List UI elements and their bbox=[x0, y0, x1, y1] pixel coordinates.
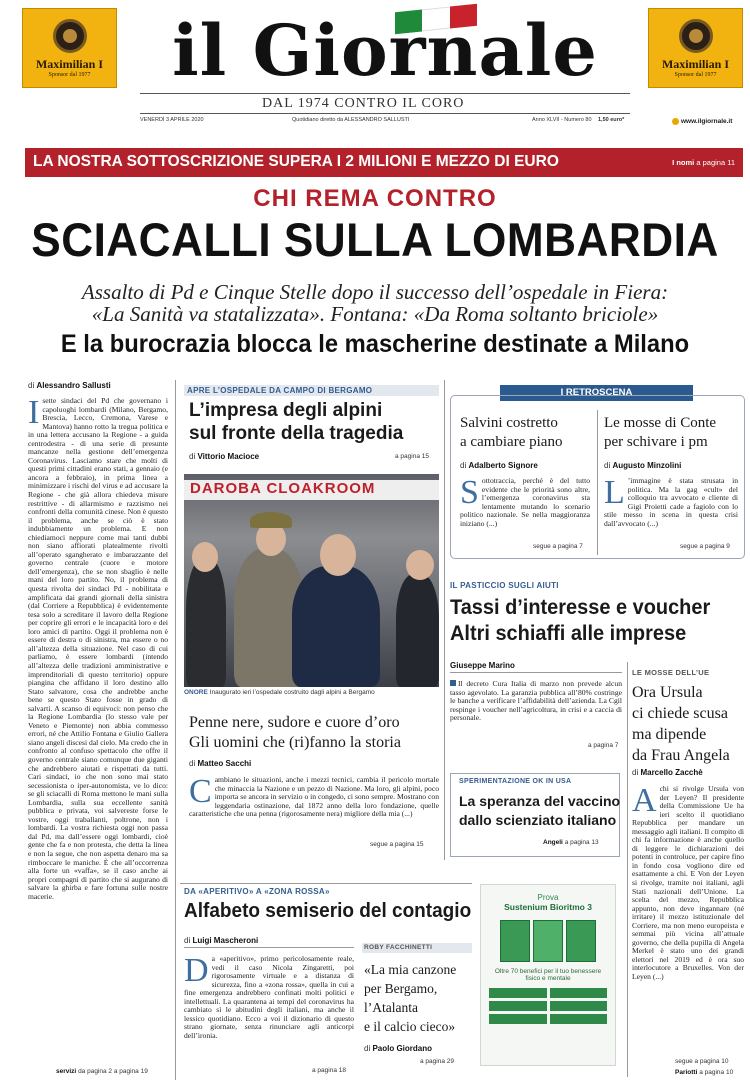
retroscena-title: I RETROSCENA bbox=[500, 385, 693, 401]
photo-figure bbox=[192, 542, 218, 572]
divider bbox=[184, 947, 354, 948]
photo-figure bbox=[186, 559, 226, 687]
aiuti-body: Il decreto Cura Italia di marzo non prevede alcun tasso agevolato. La garanzia pubblica all’80% costringe le banche a verificare l’affidabilità dell’azienda. La Cgil respinge i voucher nell’agricoltura, in crisi e a caccia di personale. bbox=[450, 680, 622, 723]
product-box-icon bbox=[500, 920, 530, 962]
lead-subhead[interactable]: E la burocrazia blocca le mascherine destinate a Milano bbox=[60, 330, 690, 358]
ad-benefit-tiles bbox=[489, 988, 607, 1024]
website-link[interactable]: www.ilgiornale.it bbox=[672, 118, 732, 125]
tagline: DAL 1974 CONTRO IL CORO bbox=[262, 96, 465, 111]
conte-headline[interactable]: Le mosse di Conte per schivare i pm bbox=[604, 415, 717, 450]
contagio-body: Da «aperitivo», primo pericolosamente reale, vedi il caso Nicola Zingaretti, poi rigorosamente virtuale e a distanza di sicurezza, fino a «zona rossa», quella in cui a fine emergenza andrebbero confinati molti politici e intellettuali. La quarantena ai tempi del coronavirus ha cambiato sì le abitudini degli italiani, ma anche il lessico quotidiano. Ecco a voi il dizionario di questo strano giornate, senza rinunciare agli anticorpi dell’ironia. bbox=[184, 955, 354, 1040]
alpini-photo[interactable] bbox=[184, 474, 439, 687]
salvini-byline: di Adalberto Signore bbox=[460, 461, 538, 470]
alpini-sub-byline: di Matteo Sacchi bbox=[189, 759, 252, 768]
ursula-continuation-2[interactable]: Pariotti a pagina 10 bbox=[675, 1069, 734, 1076]
editorial-byline: di Alessandro Sallusti bbox=[28, 381, 111, 390]
lead-deck-line2: «La Sanità va statalizzata». Fontana: «Da Roma soltanto briciole» bbox=[91, 302, 659, 326]
alpini-page[interactable]: a pagina 15 bbox=[395, 453, 429, 460]
dropcap: S bbox=[460, 477, 479, 511]
divider bbox=[140, 93, 630, 94]
alpini-label: APRE L’OSPEDALE DA CAMPO DI BERGAMO bbox=[187, 386, 373, 395]
aiuti-continuation[interactable]: a pagina 7 bbox=[588, 742, 619, 749]
alpini-byline: di Vittorio Macioce bbox=[189, 452, 260, 461]
alpino-hat-icon bbox=[250, 512, 292, 528]
bergamo-byline: di Paolo Giordano bbox=[364, 1044, 433, 1053]
editorial-continuation[interactable]: servizi da pagina 2 a pagina 19 bbox=[56, 1068, 148, 1075]
sponsor-ad-left[interactable] bbox=[22, 8, 117, 88]
globe-icon bbox=[672, 118, 679, 125]
bergamo-label: ROBY FACCHINETTI bbox=[364, 944, 433, 951]
alpini-sub-headline[interactable]: Penne nere, sudore e cuore d’oro Gli uomini che (ri)fanno la storia bbox=[189, 714, 401, 751]
dropcap: A bbox=[632, 785, 657, 819]
contagio-byline: di Luigi Mascheroni bbox=[184, 936, 259, 945]
conte-continuation[interactable]: segue a pagina 9 bbox=[680, 543, 730, 550]
salvini-continuation[interactable]: segue a pagina 7 bbox=[533, 543, 583, 550]
vaccino-label: SPERIMENTAZIONE OK IN USA bbox=[459, 778, 572, 785]
vaccino-headline[interactable]: La speranza del vaccino dallo scienziato italiano bbox=[459, 793, 621, 828]
product-box-icon bbox=[533, 920, 563, 962]
dropcap: C bbox=[189, 776, 212, 810]
aiuti-byline: Giuseppe Marino bbox=[450, 661, 515, 670]
alpini-headline[interactable]: L’impresa degli alpini sul fronte della tragedia bbox=[189, 400, 404, 444]
ad-sub: Sponsor dal 1977 bbox=[48, 71, 91, 78]
price: 1,50 euro* bbox=[598, 117, 625, 123]
salvini-body: Sottotraccia, perché è del tutto evidente che le priorità sono altre, l’emergenza coronavirus sta lentamente mutando lo scenario politico nazionale. Se nella maggioranza iniziano (...) bbox=[460, 477, 590, 528]
dropcap: D bbox=[184, 955, 209, 989]
bergamo-headline[interactable]: «La mia canzone per Bergamo, l’Atalanta e il calcio cieco» bbox=[364, 962, 457, 1034]
director-line: Quotidiano diretto da ALESSANDRO SALLUSTI bbox=[292, 117, 410, 123]
ad-sub: Sponsor dal 1977 bbox=[674, 71, 717, 78]
alpini-continuation[interactable]: segue a pagina 15 bbox=[370, 841, 424, 848]
product-box-icon bbox=[566, 920, 596, 962]
contagio-headline[interactable]: Alfabeto semiserio del contagio bbox=[184, 900, 472, 922]
column-divider bbox=[444, 380, 445, 860]
ursula-body: Achi si rivolge Ursula von der Leyen? Il presidente della Commissione Ue ha ieri scelto il quotidiano Repubblica per mandare un messaggio agli italiani. Il compito di chi fa informazione è anche quello di leggere le dichiarazioni dei potenti in controluce, per capire fino in fondo cosa vogliono dire ed esattamente a chi. E Von der Leyen si rivolge, tramite noi italiani, agli Stati nazionali dell’Unione. La scelta del mezzo, Repubblica appunto, non deve ingannare (né irritare) il mezzo istituzionale del Corriere, ma non meno europeista e semmai più vicina all’attuale governo, che della pupilla di Angela Merkel è stato uno dei grandi elettori nel 2019 ed è ora suo interlocutore a Bruxelles. Von der Leyen (...) bbox=[632, 785, 744, 982]
ad-brand: Maximilian I bbox=[35, 56, 103, 71]
column-divider bbox=[627, 662, 628, 1077]
photo-figure bbox=[320, 534, 356, 576]
conte-byline: di Augusto Minzolini bbox=[604, 461, 682, 470]
vaccino-continuation[interactable]: Angeli a pagina 13 bbox=[543, 839, 599, 846]
product-boxes bbox=[481, 920, 615, 962]
lead-kicker: CHI REMA CONTRO bbox=[253, 185, 497, 212]
contagio-continuation[interactable]: a pagina 18 bbox=[312, 1067, 346, 1074]
divider bbox=[450, 672, 622, 673]
brand-emblem-icon bbox=[53, 19, 87, 53]
column-divider bbox=[175, 380, 176, 1080]
editorial-body: Isette sindaci del Pd che governano i capoluoghi lombardi (Milano, Bergamo, Brescia, Lecco, Cremona, Varese e Mantova) hanno rotto la tregua politica e in una lettera accusano la Regione - a guida centrodestra - di una serie di presunte mancanze nella gestione dell’emergenza Coronavirus. Lasciamo stare che molti di questi primi cittadini erano stati, a gennaio (e ancora a febbraio), in prima linea a minimizzare i rischi del virus e ad accusare la Regione - che già allora chiedeva misure restrittive - di allarmismo e razzismo nei confronti della comunità cinese. Non è questo il problema, anche se ciò è stato indubbiamente un problema. E non chiediamoci neppure come mai tanti dubbi non siano affiorati platealmente rivolti all’operato sgangherato e imbarazzante del governo centrale (cuore e motore dell’emergenza), che se non sbaglio è nelle mani del loro partito. No, il problema di questa rivolta dei sindaci Pd - nobilitata e amplificata dai grandi giornali della sinistra (dal Corriere a Repubblica) è evidentemente tesa solo a screditare il lavoro della Regione per coprire gli errori e le incapacità loro e dei loro amici di partito. Oggi il problema non è essere di destra o di sinistra, ma essere o no all’altezza della situazione. Nel caso di cui parliamo, è essere lombardi (intendo all’altezza delle tradizioni amministrative e imprenditoriali di questo territorio) oppure piangina che affidano il loro destino allo Stato salvatore, cosa che andrebbe anche bene se questo Stato fosse in grado di salvarti. A scanso di equivoci: non penso che la Regione Lombardia (lo stesso vale per Veneto e Piemonte) non abbia commesso errori, né che Attilio Fontana e Giulio Gallera siano angeli discesi dal cielo. Ma credo che in confronto al confuso spettacolo che offre il governo centrale siano comunque due giganti che andrebbero aiutati e rispettati da tutti. Cari sindaci, io che non sono mai stato secessionista o iper-autonomista, ve lo dico: se gli sciacalli di Roma mettono le mani sulla Lombardia, sulla sua eccellente sanità pubblica e privata, voi salvereste forse le vostre, oggi traballanti, poltrone, non i lombardi. La vostra richiesta oggi non passa dal Pd, ma dall’essere oggi lombardi, cioè gente che fa e non protesta, che detta la linea e non la segue, che non aspetta denaro ma sa rimboccare le maniche. È che all’occorrenza alla forte un «vaffa», se il caso anche ai propri compagni di partito che si augurano di salvare la ghirba e fare fortuna sulle nostre macerie. bbox=[28, 397, 168, 901]
newspaper-logo[interactable]: il Giornale bbox=[172, 9, 598, 92]
lead-headline[interactable]: SCIACALLI SULLA LOMBARDIA bbox=[31, 213, 719, 266]
subscription-banner[interactable] bbox=[25, 148, 743, 177]
column-divider bbox=[597, 410, 598, 555]
alpini-body: Cambiano le situazioni, anche i mezzi tecnici, cambia il pericolo mortale che minaccia la Nazione e un pezzo di Nazione. Ma loro, gli alpini, poco importa se ancora in servizio o in congedo, ci sono sempre. Mostrano con leggendaria ostinazione, dal 1872 anno della loro fondazione, quelle caratteristiche che una penna (rigorosamente nera) migliore della mia (...) bbox=[189, 776, 439, 819]
aiuti-label: IL PASTICCIO SUGLI AIUTI bbox=[450, 581, 559, 590]
issue-date: VENERDÌ 3 APRILE 2020 bbox=[140, 117, 204, 123]
photo-figure bbox=[396, 574, 439, 687]
photo-caption: ONORE Inaugurato ieri l’ospedale costruito dagli alpini a Bergamo bbox=[184, 689, 375, 696]
ad-line2: Sustenium Bioritmo 3 bbox=[504, 902, 592, 912]
ad-brand: Maximilian I bbox=[661, 56, 729, 71]
lead-deck-line1: Assalto di Pd e Cinque Stelle dopo il successo dell’ospedale in Fiera: bbox=[81, 280, 669, 304]
brand-emblem-icon bbox=[679, 19, 713, 53]
conte-body: L ’immagine è stata strusata in politica. Ma la gag «cult» del colloquio tra avvocato e cliente di Gigi Proietti cade a fagiolo con lo stile messo in scena in questa crisi dall’avvocato (...) bbox=[604, 477, 738, 528]
dropcap: L bbox=[604, 477, 625, 511]
aiuti-headline[interactable]: Tassi d’interesse e voucher Altri schiaffi alle imprese bbox=[450, 596, 711, 645]
ad-promo: Oltre 70 benefici per il tuo benessere fisico e mentale bbox=[494, 968, 602, 982]
banner-text: LA NOSTRA SOTTOSCRIZIONE SUPERA I 2 MILIONI E MEZZO DI EURO bbox=[33, 153, 559, 170]
salvini-headline[interactable]: Salvini costretto a cambiare piano bbox=[460, 415, 563, 450]
photo-figure bbox=[292, 566, 380, 687]
sponsor-ad-right[interactable] bbox=[648, 8, 743, 88]
ursula-headline[interactable]: Ora Ursula ci chiede scusa ma dipende da Frau Angela bbox=[632, 684, 730, 764]
ursula-continuation[interactable]: segue a pagina 10 bbox=[675, 1058, 729, 1065]
photo-sign: DAROBA CLOAKROOM bbox=[184, 480, 439, 500]
ad-line1: Prova bbox=[537, 893, 559, 902]
photo-figure bbox=[406, 550, 434, 580]
sustenium-ad[interactable] bbox=[480, 884, 616, 1066]
contagio-label: DA «APERITIVO» A «ZONA ROSSA» bbox=[184, 887, 330, 896]
bergamo-continuation[interactable]: a pagina 29 bbox=[420, 1058, 454, 1065]
bullet-icon bbox=[450, 680, 456, 686]
banner-ref: I nomi a pagina 11 bbox=[672, 158, 735, 167]
divider bbox=[140, 113, 630, 114]
divider bbox=[180, 883, 472, 884]
ursula-label: LE MOSSE DELL’UE bbox=[632, 668, 710, 677]
dropcap: I bbox=[28, 397, 40, 431]
ursula-byline: di Marcello Zacchè bbox=[632, 768, 703, 777]
issue-number: Anno XLVII - Numero 80 bbox=[532, 117, 592, 123]
